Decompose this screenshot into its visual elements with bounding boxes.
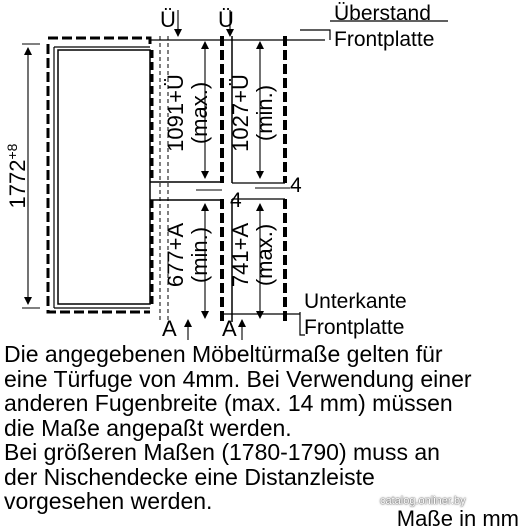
note-line-3: anderen Fugenbreite (max. 14 mm) müssen bbox=[4, 390, 453, 416]
dim-lower-left-line2: (min.) bbox=[187, 226, 212, 284]
dim-upper-right-line1: 1027+Ü bbox=[228, 74, 253, 152]
note-line-7: vorgesehen werden. bbox=[4, 488, 213, 514]
dim-upper-right bbox=[228, 74, 277, 152]
overhang-marker-left: Ü bbox=[160, 7, 176, 32]
overhang-marker-right: Ü bbox=[218, 7, 234, 32]
overhang-label-line1: Überstand bbox=[334, 2, 431, 25]
overhang-label-line2: Frontplatte bbox=[334, 28, 435, 51]
dim-lower-right bbox=[228, 223, 277, 288]
installation-note bbox=[4, 342, 525, 514]
height-total-label bbox=[4, 143, 30, 208]
dim-lower-right-line1: 741+A bbox=[228, 222, 253, 288]
toe-marker-left: A bbox=[162, 316, 177, 341]
dim-lower-left-line1: 677+A bbox=[163, 222, 188, 288]
note-line-1: Die angegebenen Möbeltürmaße gelten für bbox=[4, 341, 443, 367]
dim-lower-left bbox=[163, 223, 212, 288]
dim-upper-right-line2: (min.) bbox=[252, 84, 277, 142]
niche-outline bbox=[48, 38, 150, 312]
bottom-label-line2: Frontplatte bbox=[304, 316, 405, 339]
gap-number-upper: 4 bbox=[290, 174, 302, 197]
dim-upper-left-line1: 1091+Ü bbox=[163, 74, 188, 152]
svg-text:1772+8 bbox=[4, 143, 30, 208]
height-total-tolerance: +8 bbox=[4, 143, 20, 160]
dim-upper-left bbox=[163, 74, 212, 152]
note-line-4: die Maße angepaßt werden. bbox=[4, 414, 292, 441]
dim-lower-right-line2: (max.) bbox=[252, 223, 277, 287]
height-total-value: 1772 bbox=[5, 159, 30, 209]
dim-upper-left-line2: (max.) bbox=[187, 81, 212, 145]
watermark: catalog.onliner.by bbox=[380, 495, 466, 507]
toe-marker-right: A bbox=[222, 316, 237, 341]
note-line-2: eine Türfuge von 4mm. Bei Verwendung einer bbox=[4, 365, 472, 392]
note-line-6: der Nischendecke eine Distanzleiste bbox=[4, 463, 375, 490]
gap-number-lower: 4 bbox=[230, 189, 242, 212]
units-label: Maße in mm bbox=[396, 506, 519, 531]
dimension-lines bbox=[22, 10, 290, 340]
bottom-label-line1: Unterkante bbox=[304, 290, 407, 313]
note-line-5: Bei größeren Maßen (1780-1790) muss an bbox=[4, 439, 440, 465]
